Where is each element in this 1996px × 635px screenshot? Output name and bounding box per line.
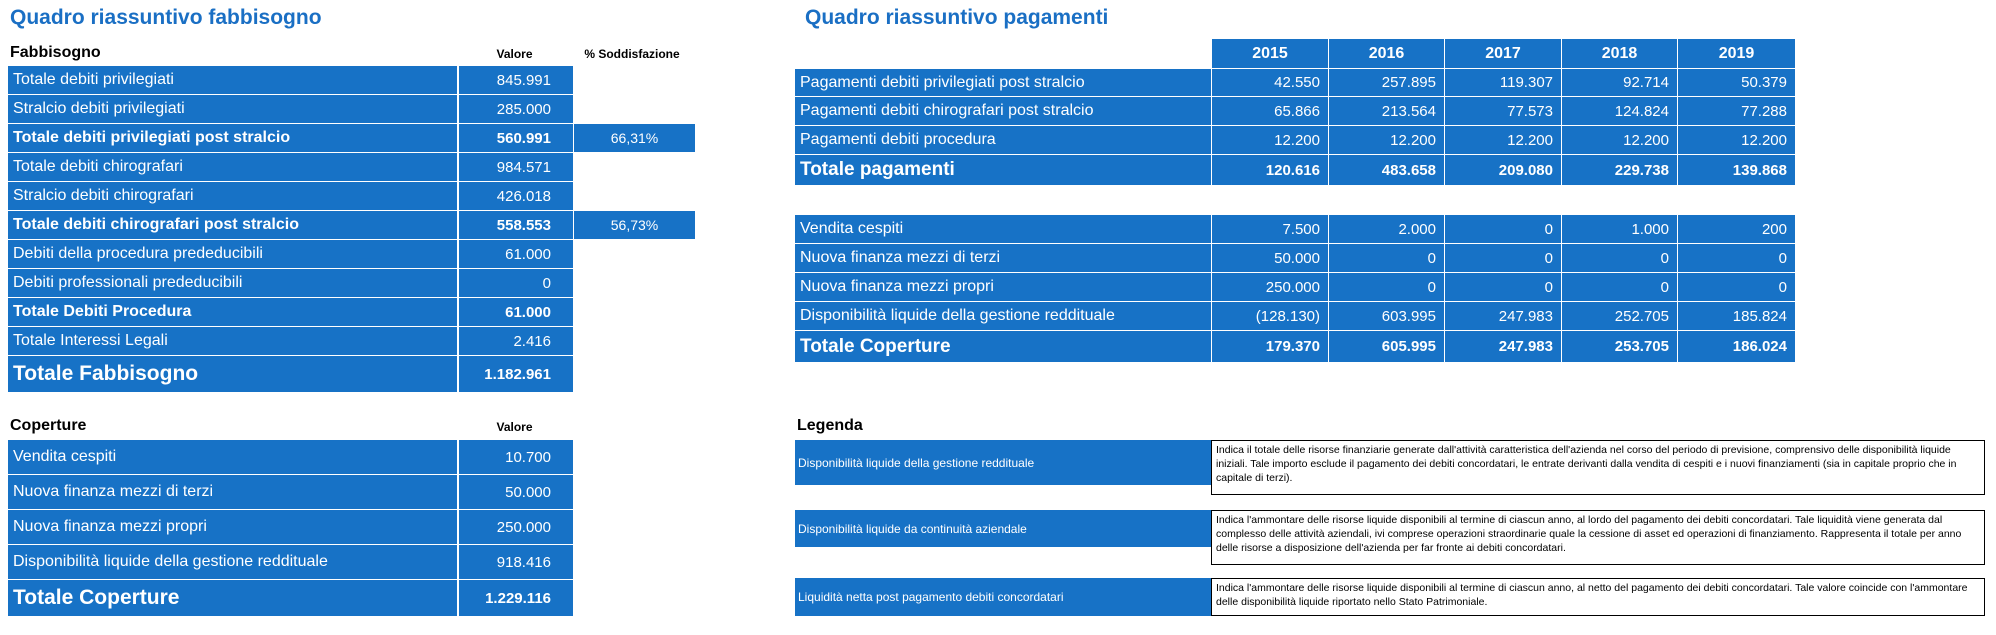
year-header: 2015 [1212, 39, 1329, 68]
pagamenti-cell: 124.824 [1562, 97, 1678, 126]
totale-pagamenti-cell: 139.868 [1678, 155, 1795, 185]
coperture-anno-cell: 200 [1678, 215, 1795, 244]
totale-coperture-anno-cell: 186.024 [1678, 331, 1795, 362]
fabbisogno-row-value: 285.000 [458, 95, 573, 124]
coperture-anno-cell: 50.000 [1212, 244, 1329, 273]
fabbisogno-row-label: Totale Debiti Procedura [8, 298, 458, 327]
totale-pagamenti-cell: 229.738 [1562, 155, 1678, 185]
fabbisogno-row-value: 558.553 [458, 211, 573, 240]
coperture-row-value: 250.000 [458, 510, 573, 545]
year-header: 2016 [1329, 39, 1445, 68]
year-header: 2017 [1445, 39, 1562, 68]
coperture-anno-table [795, 215, 1795, 362]
coperture-col-valore: Valore [496, 420, 533, 434]
pagamenti-title: Quadro riassuntivo pagamenti [805, 6, 1109, 29]
totale-coperture-label: Totale Coperture [8, 580, 458, 616]
pagamenti-table [795, 69, 1795, 185]
coperture-row-value: 10.700 [458, 440, 573, 475]
coperture-anno-cell: 2.000 [1329, 215, 1445, 244]
totale-pagamenti-cell: 209.080 [1445, 155, 1562, 185]
pagamenti-cell: 12.200 [1329, 126, 1445, 155]
fabbisogno-row-label: Totale debiti chirografari [8, 153, 458, 182]
fabbisogno-row-label: Stralcio debiti privilegiati [8, 95, 458, 124]
col-valore-header: Valore [496, 47, 533, 61]
coperture-anno-cell: 185.824 [1678, 302, 1795, 331]
pagamenti-cell: 119.307 [1445, 69, 1562, 97]
legenda-item-label: Disponibilità liquide della gestione reddituale [795, 440, 1211, 485]
legenda-item-text: Indica il totale delle risorse finanziarie generate dall'attività caratteristica dell'azienda nel corso del periodo di previsione, comprensivo delle disponibilità liquide iniziali. Tale importo esclude il pagamento dei debiti concordatari, le entrate derivanti dalla vendita di cespiti e i nuovi finanziamenti (sia in capitale proprio che in capitale di terzi). [1211, 440, 1985, 495]
legenda-item-text: Indica l'ammontare delle risorse liquide disponibili al termine di ciascun anno, al netto del pagamento dei debiti concordatari. Tale valore coincide con l'ammontare delle disponibilità liquide riportato nello Stato Patrimoniale. [1211, 578, 1985, 616]
column-divider [457, 66, 459, 392]
totale-coperture-anno-label: Totale Coperture [795, 331, 1212, 362]
pagamenti-cell: 12.200 [1562, 126, 1678, 155]
totale-pagamenti-label: Totale pagamenti [795, 155, 1212, 185]
coperture-header: Coperture [10, 417, 87, 434]
legenda-item-label: Disponibilità liquide da continuità aziendale [795, 510, 1211, 547]
coperture-anno-cell: 0 [1678, 244, 1795, 273]
soddisfazione-pct: 66,31% [574, 124, 695, 153]
coperture-row-label: Vendita cespiti [8, 440, 458, 475]
fabbisogno-row-label: Totale Interessi Legali [8, 327, 458, 356]
totale-pagamenti-cell: 120.616 [1212, 155, 1329, 185]
fabbisogno-title: Quadro riassuntivo fabbisogno [10, 6, 322, 29]
coperture-row-value: 50.000 [458, 475, 573, 510]
totale-coperture-anno-cell: 605.995 [1329, 331, 1445, 362]
coperture-anno-cell: (128.130) [1212, 302, 1329, 331]
pagamenti-row-label: Pagamenti debiti procedura [795, 126, 1212, 155]
col-soddisfazione-header: % Soddisfazione [584, 47, 680, 61]
column-divider [457, 440, 459, 616]
years-header [1212, 39, 1795, 68]
fabbisogno-table [8, 66, 695, 399]
coperture-anno-cell: 0 [1562, 273, 1678, 302]
fabbisogno-header: Fabbisogno [10, 44, 101, 61]
legenda-item-label: Liquidità netta post pagamento debiti concordatari [795, 578, 1211, 616]
fabbisogno-row-value: 61.000 [458, 240, 573, 269]
fabbisogno-row-value: 0 [458, 269, 573, 298]
year-header: 2019 [1678, 39, 1795, 68]
year-header: 2018 [1562, 39, 1678, 68]
totale-pagamenti-cell: 483.658 [1329, 155, 1445, 185]
totale-fabbisogno-label: Totale Fabbisogno [8, 356, 458, 392]
coperture-anno-cell: 0 [1445, 244, 1562, 273]
fabbisogno-row-value: 426.018 [458, 182, 573, 211]
totale-coperture-anno-cell: 253.705 [1562, 331, 1678, 362]
coperture-anno-label: Disponibilità liquide della gestione reddituale [795, 302, 1212, 331]
coperture-anno-cell: 247.983 [1445, 302, 1562, 331]
fabbisogno-row-value: 984.571 [458, 153, 573, 182]
fabbisogno-row-label: Totale debiti chirografari post stralcio [8, 211, 458, 240]
coperture-anno-cell: 250.000 [1212, 273, 1329, 302]
fabbisogno-row-label: Totale debiti privilegiati [8, 66, 458, 95]
fabbisogno-row-label: Debiti della procedura prededucibili [8, 240, 458, 269]
coperture-anno-cell: 603.995 [1329, 302, 1445, 331]
legenda-item-text: Indica l'ammontare delle risorse liquide disponibili al termine di ciascun anno, al lordo del pagamento dei debiti concordatari. Tale liquidità viene generata dal complesso delle attività aziendali, ivi comprese operazioni straordinarie quale la cessione di asset ed operazioni di finanziamento. Rappresenta il totale per anno delle risorse a disposizione dell'azienda per far fronte ai debiti concordatari. [1211, 510, 1985, 565]
pagamenti-cell: 12.200 [1445, 126, 1562, 155]
pagamenti-row-label: Pagamenti debiti chirografari post stralcio [795, 97, 1212, 126]
soddisfazione-pct: 56,73% [574, 211, 695, 240]
pagamenti-cell: 42.550 [1212, 69, 1329, 97]
totale-fabbisogno-value: 1.182.961 [458, 356, 573, 392]
legenda-header: Legenda [797, 417, 863, 434]
pagamenti-cell: 77.288 [1678, 97, 1795, 126]
fabbisogno-row-value: 560.991 [458, 124, 573, 153]
pagamenti-cell: 50.379 [1678, 69, 1795, 97]
pagamenti-cell: 257.895 [1329, 69, 1445, 97]
coperture-anno-label: Nuova finanza mezzi propri [795, 273, 1212, 302]
coperture-anno-cell: 0 [1562, 244, 1678, 273]
fabbisogno-row-value: 61.000 [458, 298, 573, 327]
pagamenti-cell: 92.714 [1562, 69, 1678, 97]
coperture-table [8, 440, 574, 622]
pagamenti-cell: 213.564 [1329, 97, 1445, 126]
fabbisogno-row-label: Totale debiti privilegiati post stralcio [8, 124, 458, 153]
coperture-row-label: Nuova finanza mezzi di terzi [8, 475, 458, 510]
legenda-table [795, 440, 1985, 622]
fabbisogno-row-value: 845.991 [458, 66, 573, 95]
coperture-anno-cell: 0 [1445, 215, 1562, 244]
coperture-row-label: Disponibilità liquide della gestione reddituale [8, 545, 458, 580]
coperture-anno-cell: 7.500 [1212, 215, 1329, 244]
fabbisogno-row-label: Stralcio debiti chirografari [8, 182, 458, 211]
coperture-anno-cell: 1.000 [1562, 215, 1678, 244]
pagamenti-cell: 65.866 [1212, 97, 1329, 126]
coperture-anno-cell: 0 [1329, 244, 1445, 273]
pagamenti-cell: 77.573 [1445, 97, 1562, 126]
pagamenti-row-label: Pagamenti debiti privilegiati post stralcio [795, 69, 1212, 97]
coperture-row-value: 918.416 [458, 545, 573, 580]
pagamenti-cell: 12.200 [1212, 126, 1329, 155]
coperture-anno-label: Nuova finanza mezzi di terzi [795, 244, 1212, 273]
coperture-anno-cell: 252.705 [1562, 302, 1678, 331]
coperture-anno-cell: 0 [1445, 273, 1562, 302]
coperture-anno-cell: 0 [1329, 273, 1445, 302]
coperture-anno-cell: 0 [1678, 273, 1795, 302]
totale-coperture-anno-cell: 247.983 [1445, 331, 1562, 362]
fabbisogno-row-label: Debiti professionali prededucibili [8, 269, 458, 298]
coperture-anno-label: Vendita cespiti [795, 215, 1212, 244]
totale-coperture-value: 1.229.116 [458, 580, 573, 616]
totale-coperture-anno-cell: 179.370 [1212, 331, 1329, 362]
fabbisogno-row-value: 2.416 [458, 327, 573, 356]
pagamenti-cell: 12.200 [1678, 126, 1795, 155]
coperture-row-label: Nuova finanza mezzi propri [8, 510, 458, 545]
